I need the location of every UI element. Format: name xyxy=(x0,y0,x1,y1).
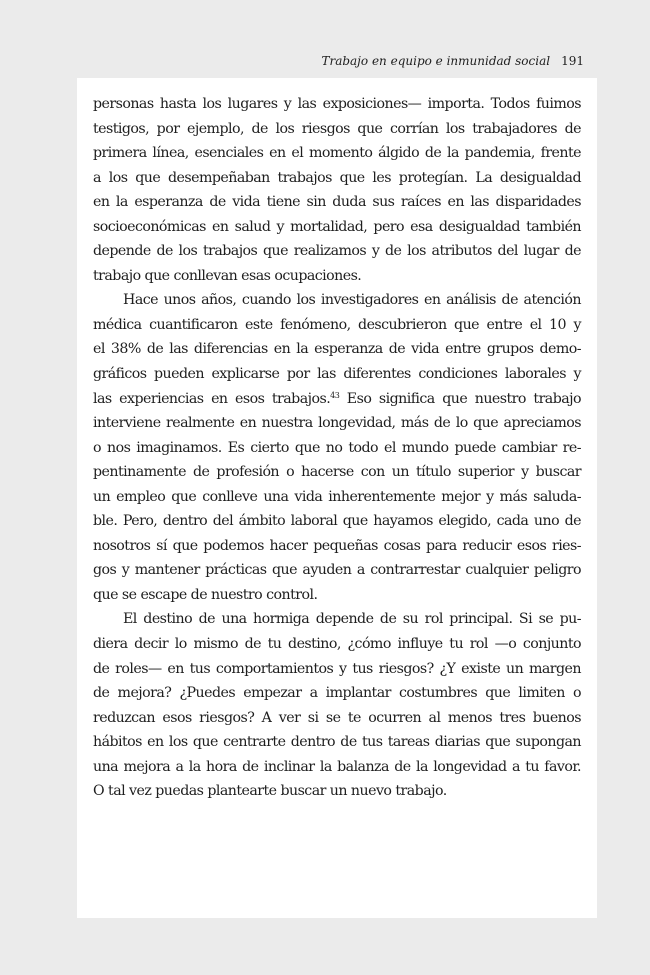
text-line: a los que desempeñaban trabajos que les protegían. La desigualdad xyxy=(93,169,581,186)
text-line: gos y mantener prácticas que ayuden a contrarrestar cualquier peligro xyxy=(93,562,581,579)
text-line: ble. Pero, dentro del ámbito laboral que hayamos elegido, cada uno de xyxy=(93,513,581,530)
text-line: una mejora a la hora de inclinar la balanza de la longevidad a tu favor. xyxy=(93,758,581,775)
page-sheet xyxy=(77,78,597,918)
text-line: O tal vez puedas plantearte buscar un nuevo trabajo. xyxy=(93,783,447,800)
text-line: médica cuantificaron este fenómeno, descubrieron que entre el 10 y xyxy=(93,316,581,333)
text-line: hábitos en los que centrarte dentro de tus tareas diarias que supongan xyxy=(93,734,581,751)
text-line: de mejora? ¿Puedes empezar a implantar costumbres que limiten o xyxy=(93,685,581,702)
text-line: diera decir lo mismo de tu destino, ¿cómo influye tu rol —o conjunto xyxy=(93,636,581,653)
text-line: gráficos pueden explicarse por las diferentes condiciones laborales y xyxy=(93,366,581,383)
body-text xyxy=(93,92,581,804)
text-line: reduzcan esos riesgos? A ver si se te ocurren al menos tres buenos xyxy=(93,709,581,726)
text-line: un empleo que conlleve una vida inherentemente mejor y más saluda- xyxy=(93,488,581,505)
text-line: en la esperanza de vida tiene sin duda sus raíces en las disparidades xyxy=(93,194,581,211)
text-line: o nos imaginamos. Es cierto que no todo el mundo puede cambiar re- xyxy=(93,439,581,456)
text-line: interviene realmente en nuestra longevidad, más de lo que apreciamos xyxy=(93,415,581,432)
running-title: Trabajo en equipo e inmunidad social xyxy=(321,54,551,68)
text-line: trabajo que conllevan esas ocupaciones. xyxy=(93,267,362,284)
text-line: nosotros sí que podemos hacer pequeñas cosas para reducir esos ries- xyxy=(93,537,581,554)
text-line: Hace unos años, cuando los investigadores en análisis de atención xyxy=(123,292,581,309)
text-line: personas hasta los lugares y las exposiciones— importa. Todos fuimos xyxy=(93,96,581,112)
text-line: primera línea, esenciales en el momento álgido de la pandemia, frente xyxy=(93,145,581,162)
text-line: de roles— en tus comportamientos y tus riesgos? ¿Y existe un margen xyxy=(93,660,581,677)
text-segment: las experiencias en esos trabajos. xyxy=(93,390,331,407)
page-number: 191 xyxy=(561,54,584,68)
text-line: el 38% de las diferencias en la esperanza de vida entre grupos demo- xyxy=(93,341,581,358)
running-head xyxy=(321,53,584,69)
text-line: pentinamente de profesión o hacerse con un título superior y buscar xyxy=(93,464,581,481)
text-segment: Eso significa que nuestro trabajo xyxy=(339,390,581,407)
text-line: socioeconómicas en salud y mortalidad, pero esa desigualdad también xyxy=(93,218,581,235)
text-line: que se escape de nuestro control. xyxy=(93,586,318,603)
text-line-with-footnote xyxy=(93,387,581,412)
text-line: depende de los trabajos que realizamos y de los atributos del lugar de xyxy=(93,243,581,260)
footnote-reference: 43 xyxy=(330,390,340,400)
text-line: El destino de una hormiga depende de su rol principal. Si se pu- xyxy=(123,611,581,628)
text-line: testigos, por ejemplo, de los riesgos que corrían los trabajadores de xyxy=(93,120,581,137)
